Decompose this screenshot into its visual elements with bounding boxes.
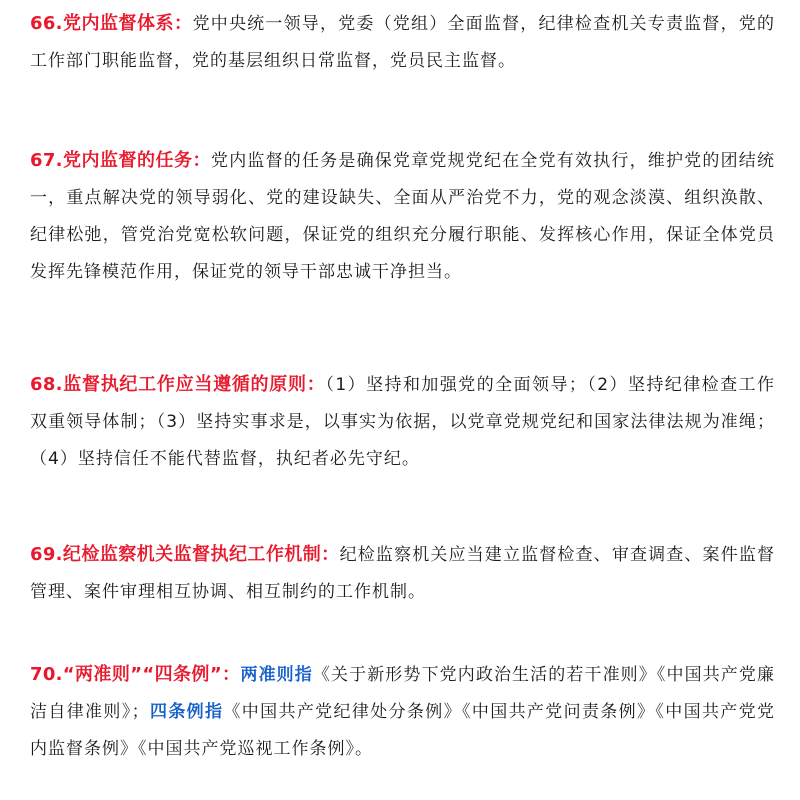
item-70-keyword-two-codes: 两准则指 xyxy=(240,665,313,685)
item-68 xyxy=(30,366,775,478)
item-70-keyword-four-regulations: 四条例指 xyxy=(149,702,224,722)
item-69-body: 纪检监察机关应当建立监督检查、审查调查、案件监督管理、案件审理相互协调、相互制约的工作机制。 xyxy=(30,545,775,602)
item-70 xyxy=(30,656,775,768)
item-68-heading: 68.监督执纪工作应当遵循的原则： xyxy=(30,374,326,395)
item-69-heading: 69.纪检监察机关监督执纪工作机制： xyxy=(30,544,340,565)
item-66-heading: 66.党内监督体系： xyxy=(30,13,193,34)
item-70-part-1: 《关于新形势下党内政治生活的若干准则》《中国共产党廉洁自律准则》； xyxy=(30,665,776,722)
item-69 xyxy=(30,536,775,611)
item-67 xyxy=(30,142,775,291)
item-66 xyxy=(30,5,775,80)
item-70-heading: 70.“两准则”“四条例”： xyxy=(30,664,241,685)
item-68-body: （1）坚持和加强党的全面领导；（2）坚持纪律检查工作双重领导体制；（3）坚持实事求是，以事实为依据，以党章党规党纪和国家法律法规为准绳；（4）坚持信任不能代替监督，执纪者必先守纪。 xyxy=(30,375,775,469)
item-70-part-2: 《中国共产党纪律处分条例》《中国共产党问责条例》《中国共产党党内监督条例》《中国共产党巡视工作条例》。 xyxy=(30,702,776,759)
item-66-body: 党中央统一领导，党委（党组）全面监督，纪律检查机关专责监督，党的工作部门职能监督，党的基层组织日常监督，党员民主监督。 xyxy=(30,14,776,71)
item-67-body: 党内监督的任务是确保党章党规党纪在全党有效执行，维护党的团结统一，重点解决党的领导弱化、党的建设缺失、全面从严治党不力，党的观念淡漠、组织涣散、纪律松弛，管党治党宽松软问题，保证党的组织充分履行职能、发挥核心作用，保证全体党员发挥先锋模范作用，保证党的领导干部忠诚干净担当。 xyxy=(30,151,776,282)
item-67-heading: 67.党内监督的任务： xyxy=(30,150,211,171)
